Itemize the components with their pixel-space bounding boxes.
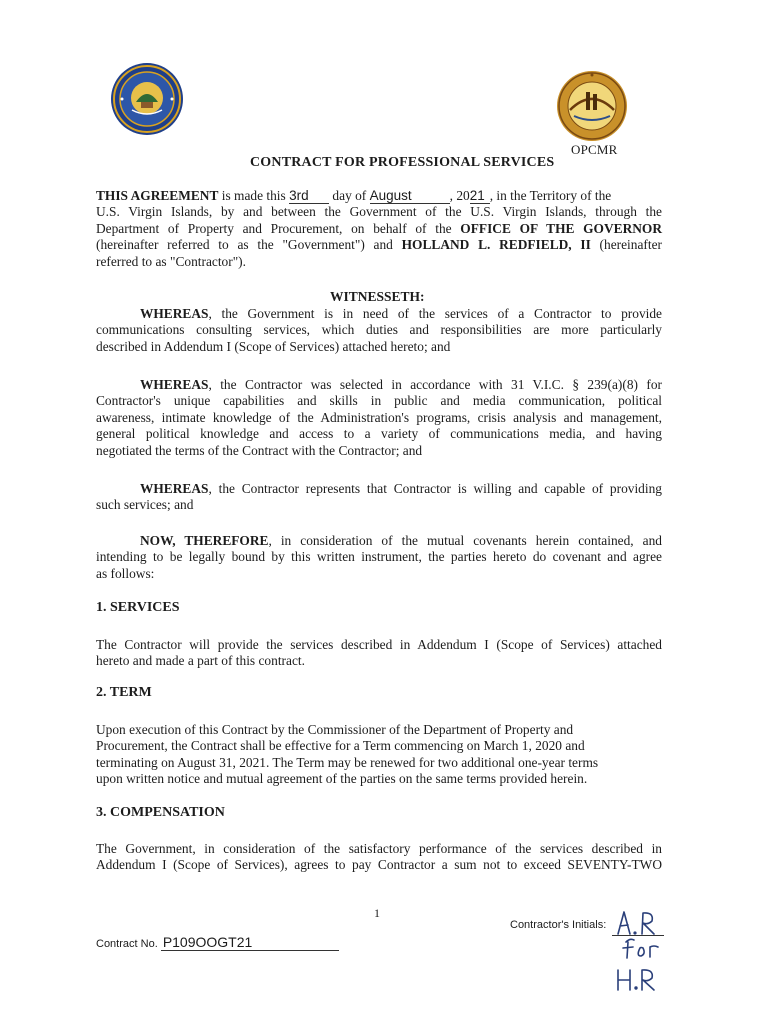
section-text: Upon execution of this Contract by the Commissioner of the Department of Property and <box>96 722 574 737</box>
whereas-text: described in Addendum I (Scope of Services) attached hereto; and <box>96 338 451 354</box>
agreement-text: day of <box>329 188 370 203</box>
section-text: terminating on August 31, 2021. The Term may be renewed for two additional one-year terms <box>96 754 599 770</box>
witnesseth-heading: WITNESSETH: <box>330 289 425 304</box>
therefore-text: intending to be legally bound by this written instrument, the parties hereto do covenant and agree <box>96 549 662 565</box>
day-field: 3rd <box>289 189 329 204</box>
contract-number <box>96 934 339 951</box>
whereas-text: negotiated the terms of the Contract with the Contractor; and <box>96 442 423 458</box>
therefore-text: as follows: <box>96 565 155 581</box>
section-heading-term: 2. TERM <box>96 685 152 700</box>
section-text: hereto and made a part of this contract. <box>96 653 305 669</box>
agreement-line: referred to as "Contractor"). <box>96 253 246 269</box>
section-body-services <box>96 637 662 670</box>
agreement-text: , 20 <box>449 188 470 203</box>
whereas-text: general political knowledge and access to a variety of communications media, and having <box>96 426 662 442</box>
therefore-label: NOW, THEREFORE <box>140 533 269 548</box>
section-text: upon written notice and mutual agreement of the parties on the same terms provided herein. <box>96 771 588 787</box>
whereas-text: communications consulting services, which duties and responsibilities are more particularly <box>96 322 662 338</box>
governor-seal <box>556 70 628 142</box>
agreement-text: (hereinafter <box>590 237 662 253</box>
whereas-label: WHEREAS <box>140 306 209 321</box>
whereas-text: such services; and <box>96 497 194 513</box>
whereas-paragraph-2 <box>96 377 662 459</box>
department-seal <box>110 62 184 136</box>
contractor-name: HOLLAND L. REDFIELD, II <box>401 237 591 253</box>
section-text: The Contractor will provide the services described in Addendum I (Scope of Services) attached <box>96 637 662 652</box>
whereas-text: , the Contractor was selected in accordance with 31 V.I.C. § 239(a)(8) for <box>208 377 662 392</box>
section-text: Procurement, the Contract shall be effective for a Term commencing on March 1, 2020 and <box>96 738 585 754</box>
agreement-paragraph <box>96 188 662 270</box>
page-number: 1 <box>374 906 380 920</box>
contract-number-label: Contract No. <box>96 938 158 950</box>
therefore-paragraph <box>96 533 662 582</box>
contract-title: CONTRACT FOR PROFESSIONAL SERVICES <box>250 155 555 170</box>
agreement-text: (hereinafter referred to as the "Government") and <box>96 237 402 253</box>
agreement-line: U.S. Virgin Islands, by and between the Government of the U.S. Virgin Islands, through the <box>96 204 662 220</box>
therefore-text: , in consideration of the mutual covenants herein contained, and <box>268 533 662 548</box>
initials-label: Contractor's Initials: <box>510 919 607 931</box>
agreement-lead: THIS AGREEMENT <box>96 188 219 203</box>
section-heading-compensation: 3. COMPENSATION <box>96 805 225 820</box>
agreement-text: , in the Territory of the <box>489 188 612 203</box>
whereas-text: , the Government is in need of the services of a Contractor to provide <box>208 306 662 321</box>
contract-number-value: P109OOGT21 <box>161 934 339 951</box>
section-text: Addendum I (Scope of Services), agrees to pay Contractor a sum not to exceed SEVENTY-TWO <box>96 857 662 873</box>
section-heading-services: 1. SERVICES <box>96 600 180 615</box>
office-name: OFFICE OF THE GOVERNOR <box>460 220 662 236</box>
whereas-label: WHEREAS <box>140 377 209 392</box>
section-text: The Government, in consideration of the satisfactory performance of the services described in <box>96 841 662 856</box>
whereas-text: Contractor's unique capabilities and skills in public and media communication, political <box>96 393 662 409</box>
agreement-text: is made this <box>218 188 290 203</box>
month-field: August <box>370 189 450 204</box>
whereas-text: , the Contractor represents that Contractor is willing and capable of providing <box>208 481 662 496</box>
whereas-paragraph-3 <box>96 481 662 514</box>
whereas-label: WHEREAS <box>140 481 209 496</box>
year-field: 21 <box>470 189 490 204</box>
whereas-paragraph-1 <box>96 306 662 355</box>
section-body-term <box>96 722 636 788</box>
section-body-compensation <box>96 841 662 874</box>
whereas-text: awareness, intimate knowledge of the Administration's programs, crisis analysis and management, <box>96 409 662 425</box>
org-code: OPCMR <box>571 142 618 157</box>
agreement-text: Department of Property and Procurement, on behalf of the <box>96 220 461 236</box>
handwritten-initials <box>610 904 670 1004</box>
